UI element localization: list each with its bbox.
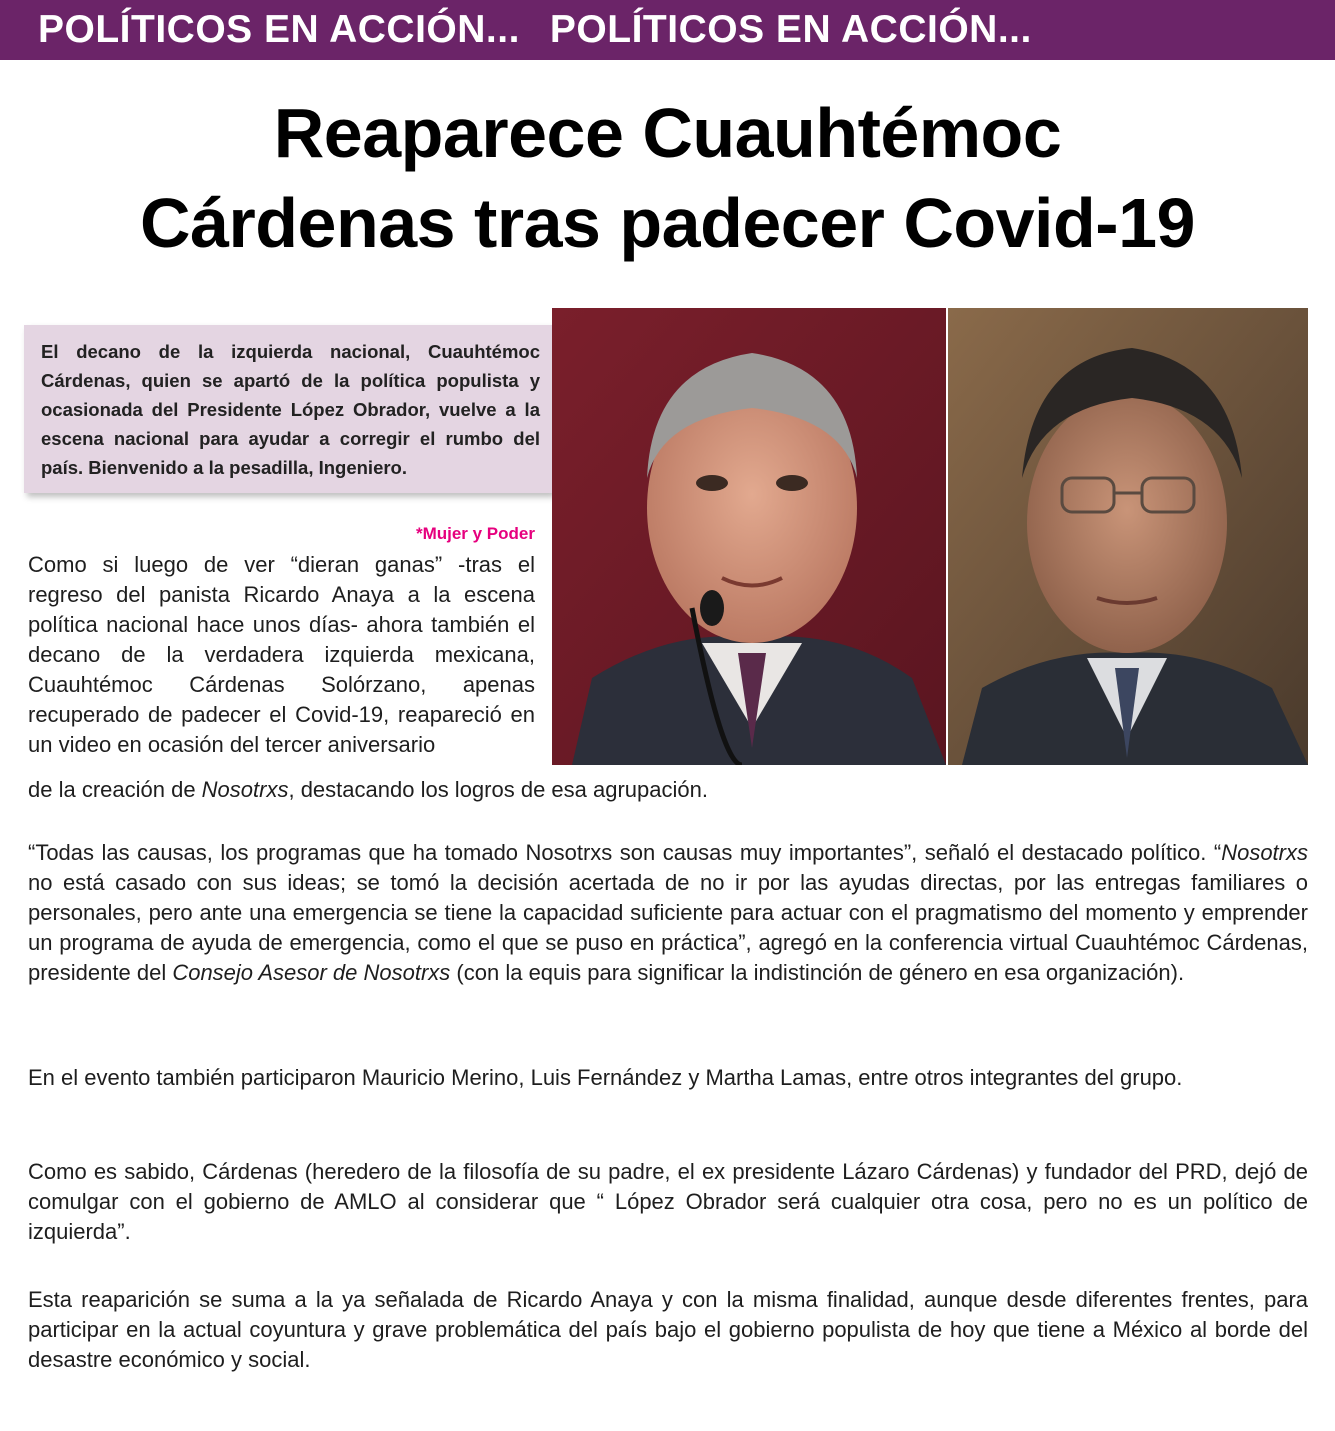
- paragraph-2: [28, 838, 1308, 988]
- banner-segment-1: POLÍTICOS EN ACCIÓN...: [38, 8, 520, 51]
- p2-italic-1: Nosotrxs: [1221, 840, 1308, 865]
- article-photo: [552, 308, 1308, 765]
- section-banner: [0, 0, 1335, 60]
- paragraph-4: Como es sabido, Cárdenas (heredero de la filosofía de su padre, el ex presidente Lázaro Cárdenas) y fundador del PRD, dejó de comulgar con el gobierno de AMLO al considerar que “ López Obrador será cualquier otra cosa, pero no es un político de izquierda”.: [28, 1159, 1308, 1244]
- photo-two-politicians: [552, 308, 1308, 765]
- p1-tail-b: , destacando los logros de esa agrupación.: [288, 777, 708, 802]
- p2-italic-2: Consejo Asesor de Nosotrxs: [172, 960, 451, 985]
- paragraph-5: Esta reaparición se suma a la ya señalada de Ricardo Anaya y con la misma finalidad, aunque desde diferentes frentes, para participar en la actual coyuntura y grave problemática del país bajo el gobierno populista de hoy que tiene a México al borde del desastre económico y social.: [28, 1287, 1308, 1372]
- paragraph-1-narrow: [28, 550, 535, 760]
- p1-tail-italic: Nosotrxs: [201, 777, 289, 802]
- lead-box: El decano de la izquierda nacional, Cuauhtémoc Cárdenas, quien se apartó de la política populista y ocasionada del Presidente López Obrador, vuelve a la escena nacional para ayudar a corregir el rumbo del país. Bienvenido a la pesadilla, Ingeniero.: [24, 325, 552, 493]
- author-credit: *Mujer y Poder: [415, 524, 535, 543]
- p2-b: no está casado con sus ideas; se tomó la decisión acertada de no ir por las ayudas directas, por las entregas familiares o personales, pero ante una emergencia se tiene la capacidad suficiente para actuar con el pragmatismo del momento y emprender un programa de ayuda de emergencia, como el que se puso en práctica”, agregó en la conferencia virtual Cuauhtémoc Cárdenas, presidente del: [28, 870, 1308, 985]
- paragraph-1-text: Como si luego de ver “dieran ganas” -tras el regreso del panista Ricardo Anaya a la escena política nacional hace unos días- ahora también el decano de la verdadera izquierda mexicana, Cuauhtémoc Cárdenas Solórzano, apenas recuperado de padecer el Covid-19, reapareció en un video en ocasión del tercer aniversario: [28, 552, 535, 757]
- p2-a: “Todas las causas, los programas que ha tomado Nosotrxs son causas muy importantes”, señaló el destacado político. “: [28, 840, 1222, 865]
- paragraph-3: En el evento también participaron Mauricio Merino, Luis Fernández y Martha Lamas, entre otros integrantes del grupo.: [28, 1065, 1183, 1090]
- paragraph-1-tail: [28, 775, 1318, 805]
- headline-line-1: Reaparece Cuauhtémoc: [273, 94, 1062, 172]
- p1-tail-a: de la creación de: [28, 777, 202, 802]
- banner-segment-2: POLÍTICOS EN ACCIÓN...: [549, 8, 1032, 51]
- p2-c: (con la equis para significar la indistinción de género en esa organización).: [450, 960, 1185, 985]
- headline: [0, 88, 1335, 268]
- headline-line-2: Cárdenas tras padecer Covid-19: [140, 184, 1195, 262]
